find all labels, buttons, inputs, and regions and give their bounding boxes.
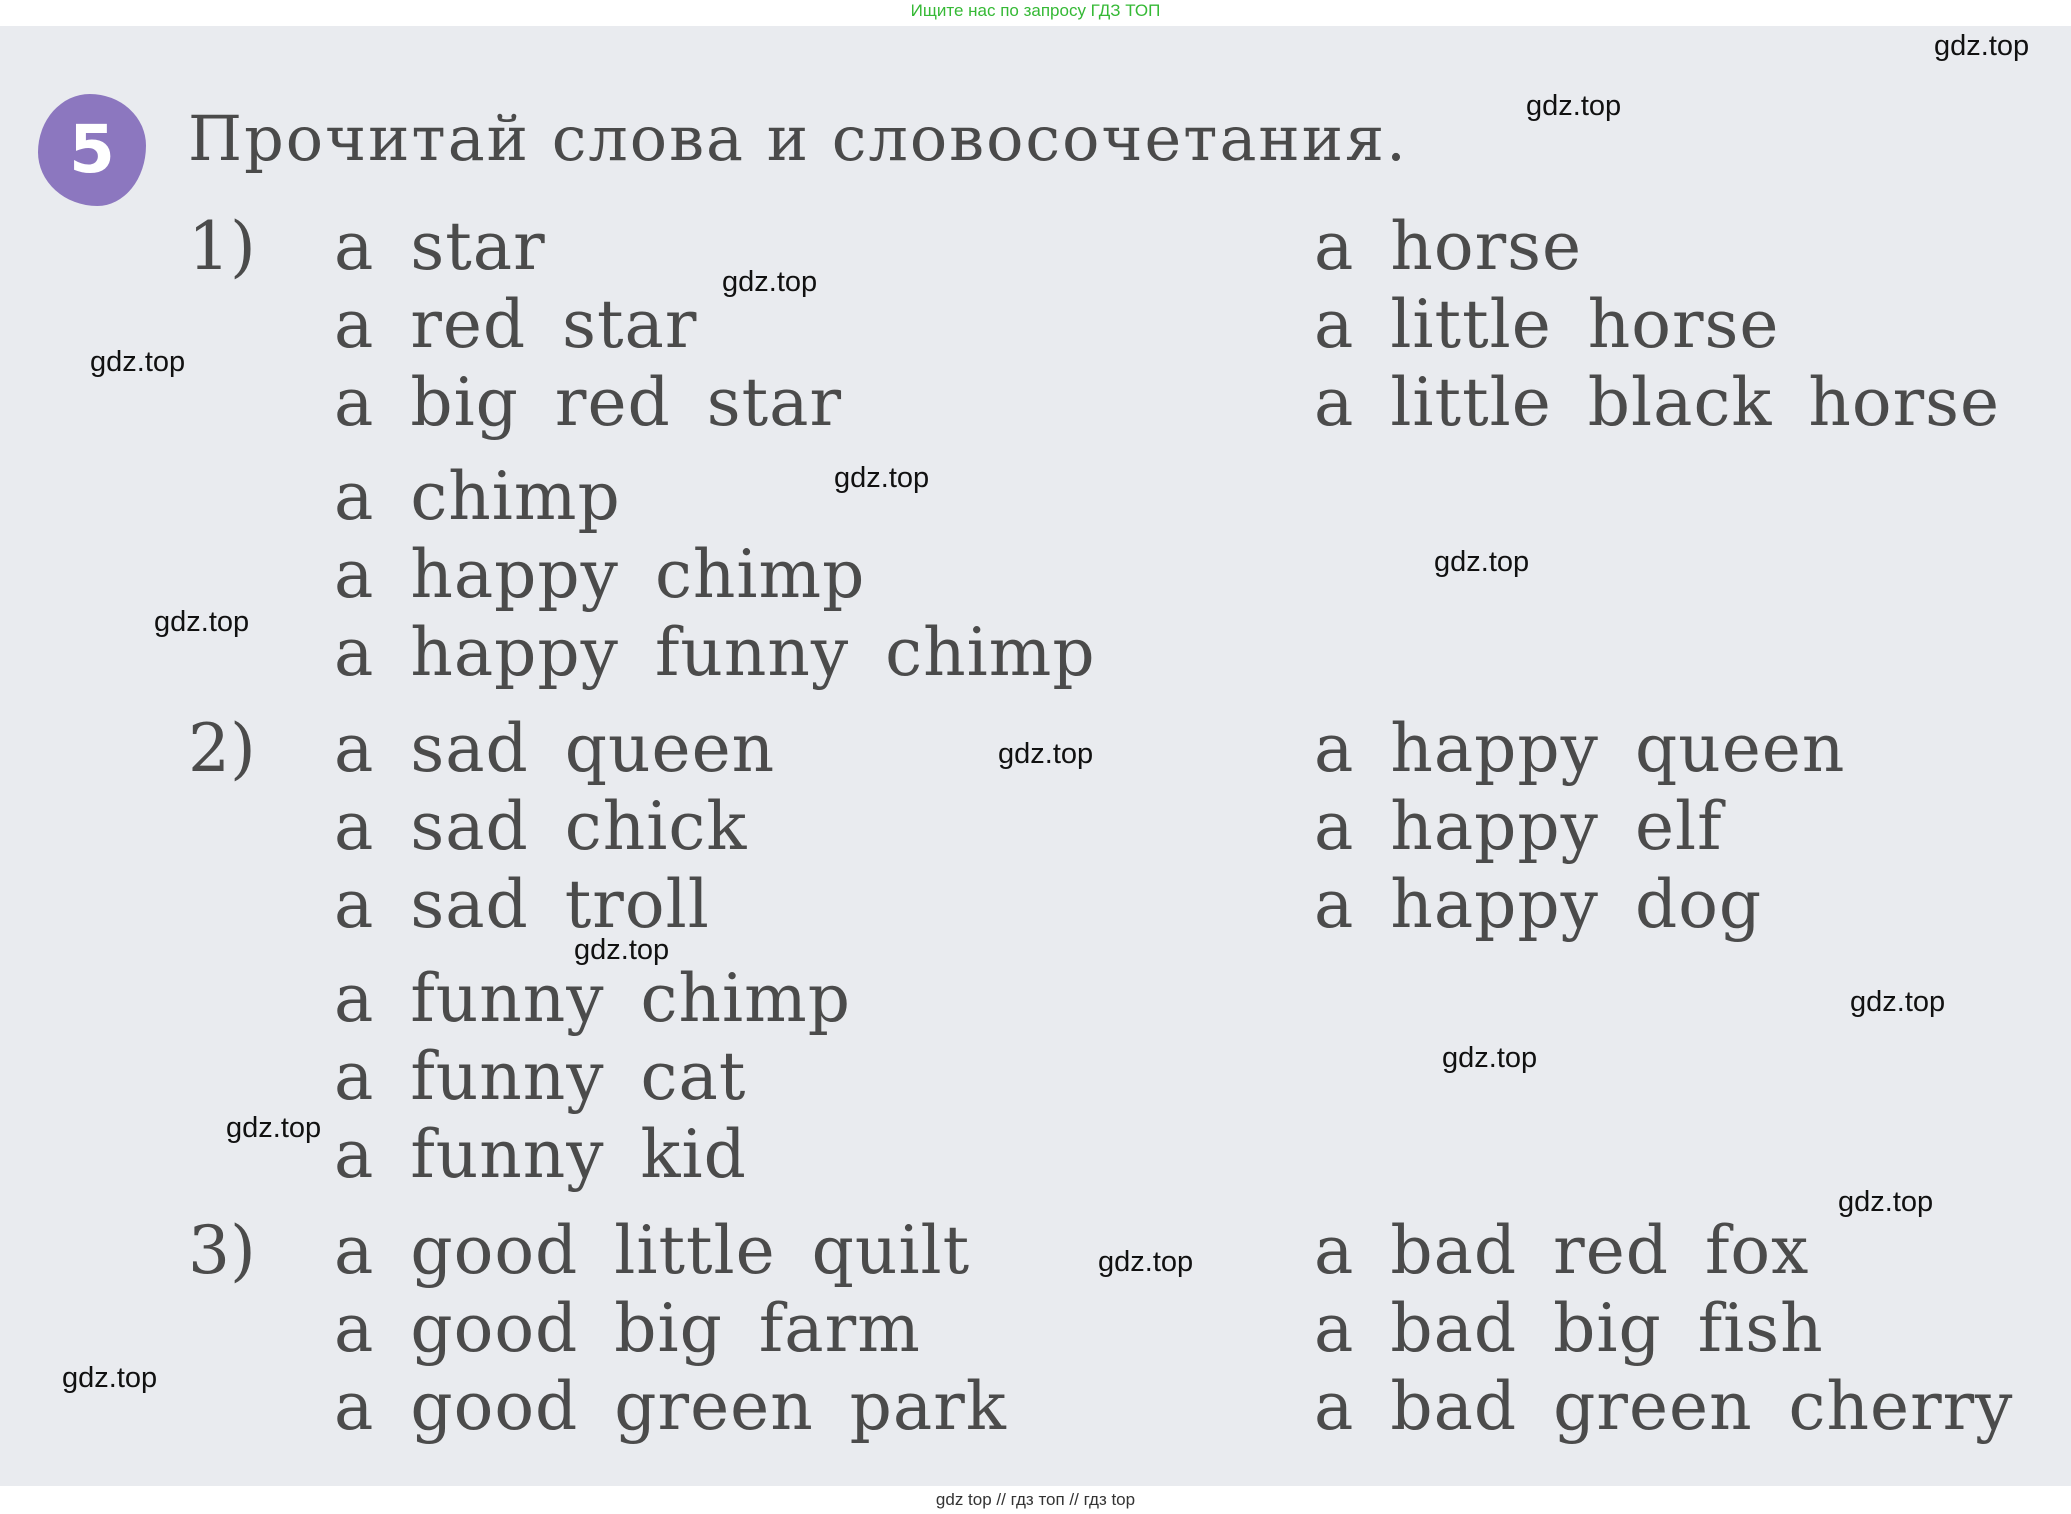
watermark: gdz.top [574, 934, 670, 966]
textbook-page [0, 26, 2071, 1486]
watermark: gdz.top [90, 346, 186, 378]
watermark: gdz.top [834, 462, 930, 494]
phrase-left-12: a funny kid [334, 1116, 747, 1193]
phrase-left-9: a sad troll [334, 866, 710, 943]
phrase-left-13: a good little quilt [334, 1212, 971, 1289]
phrase-left-1: a star [334, 208, 546, 285]
watermark: gdz.top [154, 606, 250, 638]
phrase-left-2: a red star [334, 286, 698, 363]
phrase-right-3: a little black horse [1314, 364, 2001, 441]
watermark: gdz.top [1934, 30, 2030, 62]
group-label-3: 3) [188, 1212, 256, 1289]
bottom-footer-note: gdz top // гдз топ // гдз top [935, 1490, 1136, 1509]
watermark: gdz.top [1442, 1042, 1538, 1074]
phrase-left-6: a happy funny chimp [334, 614, 1096, 691]
watermark: gdz.top [1526, 90, 1622, 122]
watermark: gdz.top [998, 738, 1094, 770]
phrase-left-3: a big red star [334, 364, 843, 441]
phrase-right-9: a bad green cherry [1314, 1368, 2014, 1445]
phrase-right-8: a bad big fish [1314, 1290, 1824, 1367]
phrase-left-15: a good green park [334, 1368, 1007, 1445]
watermark: gdz.top [1850, 986, 1946, 1018]
group-label-2: 2) [188, 710, 256, 787]
phrase-right-5: a happy elf [1314, 788, 1723, 865]
phrase-right-6: a happy dog [1314, 866, 1763, 943]
watermark: gdz.top [1838, 1186, 1934, 1218]
phrase-right-4: a happy queen [1314, 710, 1846, 787]
exercise-instruction: Прочитай слова и словосочетания. [188, 102, 1408, 175]
exercise-number-badge: 5 [38, 94, 146, 206]
phrase-right-2: a little horse [1314, 286, 1780, 363]
phrase-left-14: a good big farm [334, 1290, 921, 1367]
watermark: gdz.top [62, 1362, 158, 1394]
watermark: gdz.top [1098, 1246, 1194, 1278]
phrase-left-7: a sad queen [334, 710, 776, 787]
phrase-right-1: a horse [1314, 208, 1583, 285]
phrase-right-7: a bad red fox [1314, 1212, 1810, 1289]
watermark: gdz.top [1434, 546, 1530, 578]
watermark: gdz.top [722, 266, 818, 298]
phrase-left-4: a chimp [334, 458, 621, 535]
phrase-left-8: a sad chick [334, 788, 748, 865]
phrase-left-10: a funny chimp [334, 960, 851, 1037]
phrase-left-11: a funny cat [334, 1038, 747, 1115]
phrase-left-5: a happy chimp [334, 536, 866, 613]
watermark: gdz.top [226, 1112, 322, 1144]
top-banner-note: Ищите нас по запросу ГДЗ ТОП [910, 1, 1161, 20]
group-label-1: 1) [188, 208, 256, 285]
